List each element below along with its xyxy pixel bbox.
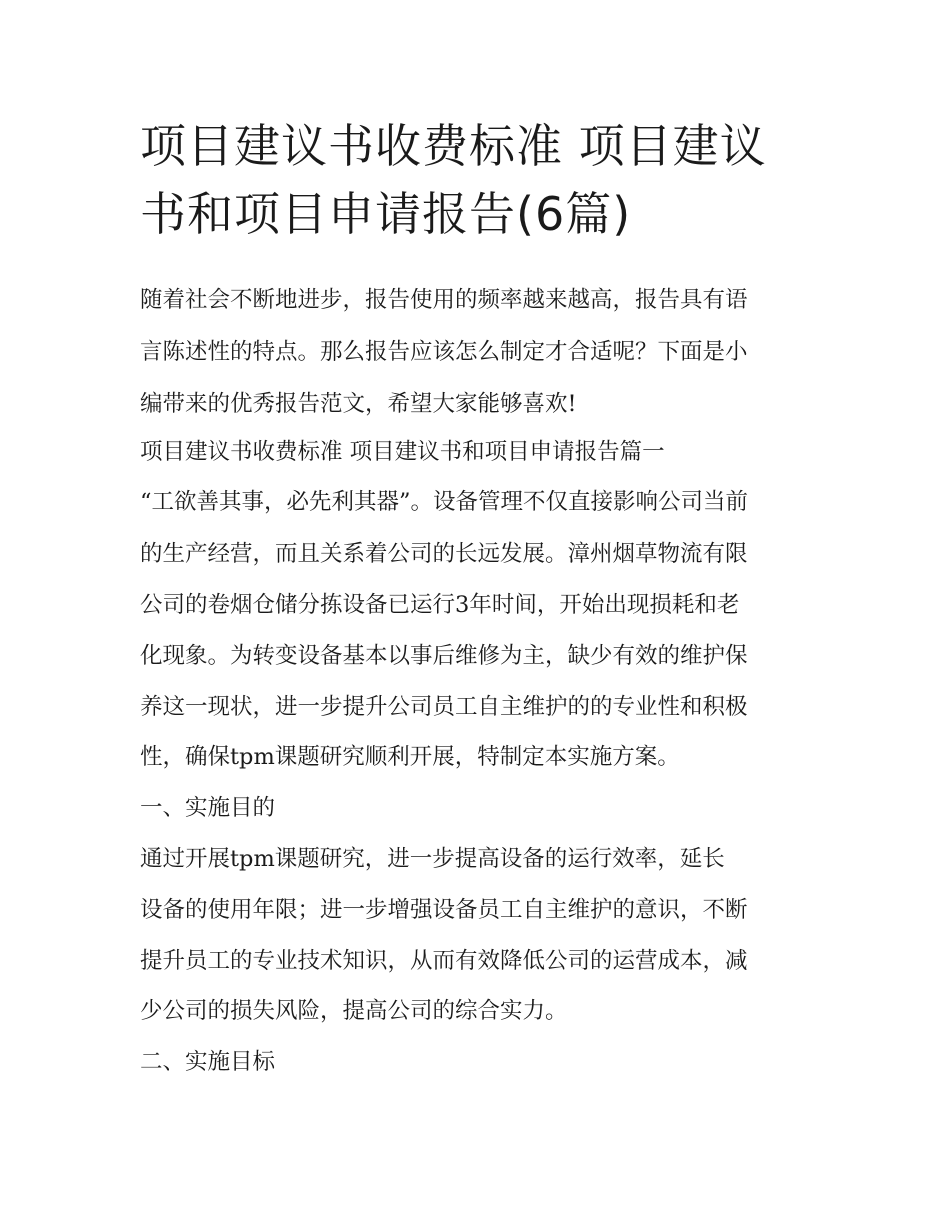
paragraph-line-5: 养这一现状，进一步提升公司员工自主维护的的专业性和积极 — [140, 694, 748, 720]
paragraph-line-4: 化现象。为转变设备基本以事后维修为主，缺少有效的维护保 — [140, 643, 748, 669]
title-line-2: 书和项目申请报告(6篇) — [140, 187, 632, 241]
title-line-1: 项目建议书收费标准 项目建议 — [140, 119, 767, 173]
section-heading-goals: 二、实施目标 — [140, 1049, 276, 1075]
intro-line-1: 随着社会不断地进步，报告使用的频率越来越高，报告具有语 — [140, 287, 748, 313]
purpose-line-1: 通过开展tpm课题研究，进一步提高设备的运行效率，延长 — [140, 846, 725, 872]
paragraph-line-3: 公司的卷烟仓储分拣设备已运行3年时间，开始出现损耗和老 — [140, 592, 740, 618]
paragraph-line-1: “工欲善其事，必先利其器”。设备管理不仅直接影响公司当前 — [140, 489, 749, 515]
intro-line-2: 言陈述性的特点。那么报告应该怎么制定才合适呢？下面是小 — [140, 339, 748, 365]
purpose-line-2: 设备的使用年限；进一步增强设备员工自主维护的意识，不断 — [140, 897, 748, 923]
paragraph-line-6: 性，确保tpm课题研究顺利开展，特制定本实施方案。 — [140, 744, 680, 770]
intro-line-3: 编带来的优秀报告范文，希望大家能够喜欢! — [140, 391, 577, 417]
section-heading-purpose: 一、实施目的 — [140, 795, 276, 821]
section-heading-part-one: 项目建议书收费标准 项目建议书和项目申请报告篇一 — [140, 439, 665, 465]
purpose-line-4: 少公司的损失风险，提高公司的综合实力。 — [140, 998, 568, 1024]
document-title — [140, 112, 820, 248]
paragraph-line-2: 的生产经营，而且关系着公司的长远发展。漳州烟草物流有限 — [140, 541, 748, 567]
purpose-line-3: 提升员工的专业技术知识，从而有效降低公司的运营成本，减 — [140, 948, 748, 974]
